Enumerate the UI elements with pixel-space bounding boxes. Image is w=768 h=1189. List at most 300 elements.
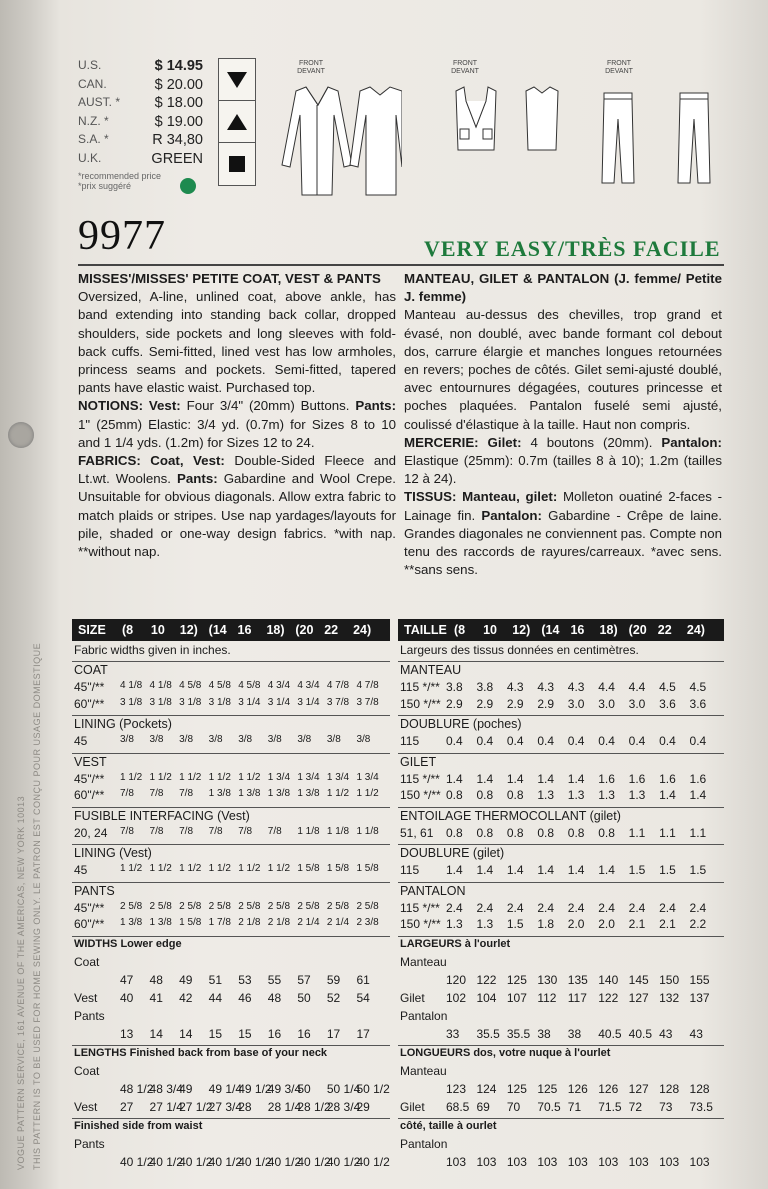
- price-value: $ 20.00: [154, 76, 203, 93]
- row-label: Pantalon: [400, 1008, 448, 1023]
- cell-value: 0.4: [659, 734, 676, 748]
- triangle-down-icon: [219, 59, 255, 101]
- cell-value: 15: [208, 1026, 223, 1041]
- cell-value: 2.2: [689, 917, 707, 931]
- section-title: ENTOILAGE THERMOCOLLANT (gilet): [400, 808, 621, 823]
- cell-value: 1.8: [537, 917, 555, 931]
- section-divider: [398, 844, 724, 845]
- section-title: PANTALON: [400, 883, 466, 898]
- cell-value: 1.4: [446, 863, 463, 877]
- mercerie-pantalon: Elastique (25mm): 0.7m (tailles 8 à 10); 1.2m (tailles 12 à 24).: [404, 453, 722, 487]
- cell-value: 2.9: [537, 696, 555, 711]
- cell-value: 0.8: [506, 788, 524, 802]
- cell-value: 4 7/8: [326, 680, 350, 691]
- cell-value: 3/8: [297, 734, 312, 745]
- cell-value: 40 1/2: [297, 1154, 331, 1169]
- cell-value: 1.4: [689, 788, 707, 802]
- cell-value: 1.1: [628, 825, 646, 840]
- notions-vest: Four 3/4" (20mm) Buttons.: [186, 398, 350, 414]
- punch-hole: [8, 422, 34, 448]
- cell-value: 1.4: [506, 771, 524, 786]
- block-title: côté, taille à ourlet: [400, 1119, 497, 1132]
- row-label: 20, 24: [74, 825, 108, 840]
- front-label-coat: FRONT DEVANT: [297, 60, 325, 75]
- cell-value: 40 1/2: [120, 1154, 154, 1169]
- cell-value: 1 5/8: [326, 863, 350, 874]
- size-header-cell: 12): [179, 623, 198, 637]
- fabric-width-note: Largeurs des tissus données en centimètres.: [400, 643, 639, 657]
- size-header-fr: [398, 619, 724, 641]
- cell-value: 35.5: [506, 1026, 531, 1041]
- cell-value: 2 5/8: [179, 900, 202, 912]
- cell-value: 3.6: [659, 696, 676, 711]
- cell-value: 1 1/2: [326, 788, 350, 799]
- yardage-table-fr: [398, 641, 724, 1189]
- cell-value: 40: [120, 990, 134, 1005]
- fabrics-pants: Gabardine and Wool Crepe. Unsuitable for obvious diagonals. Allow extra fabric to match plaids or stripes. Use nap yardages/layouts for pile, shaded or one-way design fabrics. *with nap. **without nap.: [78, 471, 396, 560]
- cell-value: 1 3/8: [297, 788, 320, 799]
- cell-value: 4.3: [567, 680, 585, 694]
- english-description-block: [78, 270, 396, 561]
- pattern-number: 9977: [78, 213, 166, 259]
- cell-value: 103: [628, 1154, 649, 1169]
- row-label: Manteau: [400, 954, 447, 969]
- french-description: Manteau au-dessus des chevilles, trop grand et évasé, non doublé, avec bande formant col debout dos, carrure élargie et manches longues retournées en revers; poches de côtés. Gilet semi-ajusté doublé, avec entournures dégagées, coutures princesse et poches plaquées. Pantalon fuselé semi ajusté, coulissé d'élastique à la taille. Haut non compris.: [404, 307, 722, 432]
- row-label: 45"/**: [74, 900, 105, 915]
- cell-value: 50: [297, 990, 311, 1005]
- cell-value: 68.5: [446, 1099, 470, 1114]
- cell-value: 1 1/2: [149, 771, 172, 783]
- section-divider: [398, 936, 724, 937]
- cell-value: 40 1/2: [208, 1154, 243, 1169]
- cell-value: 128: [689, 1081, 710, 1096]
- cell-value: 1.3: [628, 788, 646, 802]
- size-header-cell: 22: [324, 623, 339, 637]
- cell-value: 49: [179, 972, 193, 987]
- cell-value: 2.9: [446, 696, 463, 711]
- section-divider: [72, 1118, 390, 1119]
- cell-value: 13: [120, 1026, 134, 1041]
- section-title: FUSIBLE INTERFACING (Vest): [74, 808, 250, 823]
- fabric-width-note: Fabric widths given in inches.: [74, 643, 231, 657]
- price-country: AUST. *: [78, 95, 121, 109]
- cell-value: 3.8: [476, 680, 494, 694]
- section-divider: [72, 715, 390, 716]
- vest-sketch-icon: [446, 55, 566, 160]
- english-title: MISSES'/MISSES' PETITE COAT, VEST & PANTS: [78, 271, 381, 286]
- cell-value: 1 5/8: [356, 863, 379, 874]
- cell-value: 2 5/8: [326, 900, 350, 912]
- cell-value: 1 3/8: [120, 917, 143, 928]
- cell-value: 4 3/4: [267, 680, 291, 691]
- row-label: 45: [74, 734, 88, 748]
- cell-value: 1 1/2: [208, 771, 231, 783]
- cell-value: 2.4: [506, 900, 524, 915]
- cell-value: 1.1: [659, 825, 676, 840]
- cell-value: 59: [326, 972, 341, 987]
- row-label: Gilet: [400, 990, 425, 1005]
- figure-type-symbols: [218, 58, 256, 186]
- cell-value: 132: [659, 990, 680, 1005]
- cell-value: 43: [689, 1026, 703, 1041]
- cell-value: 1.4: [537, 863, 555, 877]
- size-header-cell: 18): [266, 623, 285, 637]
- size-header-cell: (20: [628, 623, 647, 637]
- cell-value: 1.5: [628, 863, 646, 877]
- row-label: 115: [400, 863, 420, 877]
- cell-value: 3.6: [689, 696, 707, 711]
- cell-value: 130: [537, 972, 558, 987]
- cell-value: 27 1/4: [149, 1099, 183, 1114]
- cell-value: 42: [179, 990, 193, 1005]
- price-value: $ 19.00: [154, 113, 203, 130]
- cell-value: 2.4: [598, 900, 615, 915]
- cell-value: 7/8: [120, 825, 134, 837]
- cell-value: 28 1/4: [267, 1099, 302, 1114]
- cell-value: 125: [506, 972, 527, 987]
- row-label: Vest: [74, 1099, 98, 1114]
- cell-value: 3/8: [238, 734, 253, 745]
- cell-value: 2 5/8: [120, 900, 143, 912]
- block-title: WIDTHS Lower edge: [74, 937, 182, 950]
- cell-value: 40.5: [598, 1026, 622, 1041]
- cell-value: 33: [446, 1026, 460, 1041]
- cell-value: 50: [297, 1081, 311, 1096]
- notions-label: NOTIONS: Vest:: [78, 398, 181, 414]
- cell-value: 49 1/2: [238, 1081, 272, 1096]
- cell-value: 2.1: [628, 917, 646, 931]
- cell-value: 2.4: [537, 900, 555, 915]
- row-label: 115: [400, 734, 420, 748]
- row-label: 60"/**: [74, 788, 105, 802]
- cell-value: 16: [267, 1026, 282, 1041]
- cell-value: 1 1/2: [149, 863, 172, 874]
- cell-value: 0.8: [567, 825, 585, 840]
- cell-value: 155: [689, 972, 710, 987]
- cell-value: 7/8: [120, 788, 134, 799]
- cell-value: 103: [567, 1154, 588, 1169]
- cell-value: 3.0: [598, 696, 615, 711]
- price-value: R 34,80: [152, 132, 203, 148]
- size-header-cell: 24): [353, 623, 372, 637]
- cell-value: 49: [179, 1081, 193, 1096]
- size-header-cell: 12): [512, 623, 531, 637]
- cell-value: 1 1/2: [120, 863, 143, 874]
- price-row: [78, 77, 213, 96]
- cell-value: 128: [659, 1081, 680, 1096]
- cell-value: 1.4: [506, 863, 524, 877]
- row-label: 150 */**: [400, 696, 441, 711]
- cell-value: 150: [659, 972, 680, 987]
- price-country: CAN.: [78, 76, 107, 91]
- size-header-cell: 16: [570, 623, 585, 637]
- cell-value: 1.3: [537, 788, 555, 802]
- cell-value: 2 1/8: [267, 917, 291, 928]
- row-label: 115 */**: [400, 680, 440, 694]
- cell-value: 4.4: [598, 680, 615, 694]
- cell-value: 103: [659, 1154, 680, 1169]
- pants-label: Pants:: [355, 398, 396, 414]
- cell-value: 27 1/2: [179, 1099, 213, 1114]
- cell-value: 2 5/8: [238, 900, 261, 912]
- cell-value: 1.4: [537, 771, 555, 786]
- row-label: 115 */**: [400, 900, 440, 915]
- cell-value: 53: [238, 972, 252, 987]
- cell-value: 2.4: [567, 900, 585, 915]
- cell-value: 4 5/8: [179, 680, 202, 691]
- cell-value: 3.8: [446, 680, 463, 694]
- cell-value: 3 1/4: [238, 696, 261, 708]
- row-label: 45"/**: [74, 680, 105, 694]
- cell-value: 1.4: [567, 771, 585, 786]
- cell-value: 126: [598, 1081, 619, 1096]
- cell-value: 27: [120, 1099, 134, 1114]
- cell-value: 70: [506, 1099, 521, 1114]
- row-label: 45"/**: [74, 771, 105, 786]
- cell-value: 0.8: [476, 825, 494, 840]
- cell-value: 2.0: [598, 917, 615, 931]
- cell-value: 73.5: [689, 1099, 713, 1114]
- row-label: Pantalon: [400, 1136, 448, 1151]
- price-row: [78, 114, 213, 133]
- cell-value: 55: [267, 972, 282, 987]
- cell-value: 120: [446, 972, 467, 987]
- cell-value: 0.4: [476, 734, 494, 748]
- cell-value: 1 1/8: [326, 825, 350, 837]
- green-price-dot: [180, 178, 196, 194]
- cell-value: 104: [476, 990, 497, 1005]
- size-header-cell: (14: [541, 623, 560, 637]
- cell-value: 41: [149, 990, 163, 1005]
- row-label: 150 */**: [400, 788, 441, 802]
- cell-value: 3/8: [149, 734, 164, 745]
- section-title: LINING (Vest): [74, 846, 152, 860]
- size-header-label: TAILLE: [404, 623, 447, 637]
- section-divider: [72, 936, 390, 937]
- cell-value: 51: [208, 972, 223, 987]
- cell-value: 4 1/8: [120, 680, 143, 691]
- cell-value: 1 1/2: [267, 863, 291, 874]
- cell-value: 57: [297, 972, 311, 987]
- cell-value: 2 1/8: [238, 917, 261, 928]
- cell-value: 7/8: [149, 788, 164, 799]
- cell-value: 28 3/4: [326, 1099, 361, 1114]
- cell-value: 3.0: [628, 696, 646, 711]
- cell-value: 2 5/8: [149, 900, 172, 912]
- french-description-block: [404, 270, 722, 579]
- cell-value: 17: [356, 1026, 370, 1041]
- cell-value: 27 3/4: [208, 1099, 243, 1114]
- section-title: VEST: [74, 754, 107, 769]
- cell-value: 2 5/8: [208, 900, 231, 912]
- cell-value: 7/8: [179, 788, 194, 799]
- cell-value: 1 3/4: [326, 771, 350, 783]
- cell-value: 2.4: [689, 900, 707, 915]
- size-header-cell: 18): [599, 623, 618, 637]
- cell-value: 0.4: [628, 734, 646, 748]
- cell-value: 48 3/4: [149, 1081, 183, 1096]
- cell-value: 1.6: [628, 771, 646, 786]
- cell-value: 122: [476, 972, 497, 987]
- cell-value: 61: [356, 972, 370, 987]
- section-divider: [72, 661, 390, 662]
- cell-value: 0.4: [689, 734, 707, 748]
- block-title: Finished side from waist: [74, 1119, 203, 1132]
- cell-value: 4 3/4: [297, 680, 320, 691]
- cell-value: 48: [149, 972, 163, 987]
- cell-value: 1 3/4: [267, 771, 291, 783]
- cell-value: 3/8: [179, 734, 194, 745]
- cell-value: 54: [356, 990, 370, 1005]
- cell-value: 117: [567, 990, 587, 1005]
- section-title: COAT: [74, 663, 108, 677]
- section-divider: [72, 807, 390, 808]
- section-divider: [72, 1045, 390, 1046]
- price-country: U.K.: [78, 150, 102, 165]
- price-row: [78, 132, 213, 151]
- cell-value: 0.4: [567, 734, 585, 748]
- cell-value: 3/8: [356, 734, 371, 745]
- pants-fabric-label: Pants:: [177, 471, 218, 487]
- price-row: [78, 95, 213, 114]
- cell-value: 103: [446, 1154, 467, 1169]
- cell-value: 0.8: [446, 825, 463, 840]
- price-row: [78, 58, 213, 77]
- cell-value: 2.0: [567, 917, 585, 931]
- notions-pants: 1" (25mm) Elastic: 3/4 yd. (0.7m) for Sizes 8 to 10 and 1 1/4 yds. (1.2m) for Sizes 12 to 24.: [78, 416, 396, 450]
- block-title: LARGEURS à l'ourlet: [400, 937, 511, 950]
- cell-value: 14: [179, 1026, 193, 1041]
- cell-value: 4.5: [689, 680, 707, 694]
- cell-value: 4 5/8: [208, 680, 231, 691]
- cell-value: 7/8: [267, 825, 282, 837]
- size-header-en: [72, 619, 390, 641]
- cell-value: 72: [628, 1099, 643, 1114]
- cell-value: 0.8: [537, 825, 555, 840]
- cell-value: 1 1/8: [297, 825, 320, 837]
- cell-value: 1 3/8: [267, 788, 291, 799]
- cell-value: 1.4: [567, 863, 585, 877]
- mercerie-label: MERCERIE: Gilet:: [404, 434, 522, 450]
- cell-value: 7/8: [238, 825, 253, 837]
- row-label: Coat: [74, 1063, 100, 1078]
- section-title: DOUBLURE (gilet): [400, 846, 505, 860]
- cell-value: 103: [689, 1154, 710, 1169]
- cell-value: 50 1/2: [356, 1081, 390, 1096]
- price-row: [78, 151, 213, 170]
- section-divider: [398, 715, 724, 716]
- cell-value: 2.4: [446, 900, 463, 915]
- cell-value: 46: [238, 990, 252, 1005]
- coat-sketch-icon: [272, 55, 402, 200]
- cell-value: 102: [446, 990, 467, 1005]
- cell-value: 122: [598, 990, 619, 1005]
- cell-value: 4 1/8: [149, 680, 172, 691]
- row-label: Pants: [74, 1008, 105, 1023]
- cell-value: 1.6: [598, 771, 615, 786]
- row-label: Vest: [74, 990, 98, 1005]
- sidebar-text-2: THIS PATTERN IS TO BE USED FOR HOME SEWING ONLY. LE PATRON EST CONÇU POUR USAGE DOMESTIQUE: [32, 642, 42, 1170]
- cell-value: 43: [659, 1026, 673, 1041]
- triangle-up-icon: [219, 101, 255, 143]
- cell-value: 4.3: [506, 680, 524, 694]
- section-title: LINING (Pockets): [74, 717, 172, 731]
- cell-value: 1 1/2: [179, 863, 202, 874]
- cell-value: 28: [238, 1099, 252, 1114]
- cell-value: 4 7/8: [356, 680, 379, 691]
- section-title: PANTS: [74, 883, 115, 898]
- section-divider: [398, 661, 724, 662]
- cell-value: 2.4: [659, 900, 676, 915]
- tissus-pantalon: Gabardine - Crêpe de laine. Grandes diagonales ne conviennent pas. Compte non tenu des raccords de rayures/carreaux. *avec sens. **sans sens.: [404, 507, 722, 578]
- cell-value: 3 7/8: [356, 696, 379, 708]
- yardage-table-en: [72, 641, 390, 1189]
- section-divider: [72, 844, 390, 845]
- price-value: $ 18.00: [154, 95, 203, 111]
- cell-value: 1.3: [476, 917, 494, 931]
- cell-value: 38: [567, 1026, 582, 1041]
- section-divider: [398, 753, 724, 754]
- size-header-cell: (14: [208, 623, 227, 637]
- square-icon: [219, 143, 255, 185]
- cell-value: 48 1/2: [120, 1081, 154, 1096]
- price-value: GREEN: [151, 150, 203, 167]
- cell-value: 0.8: [476, 788, 494, 802]
- cell-value: 2.9: [506, 696, 524, 711]
- section-divider: [398, 882, 724, 883]
- cell-value: 4 5/8: [238, 680, 261, 691]
- front-label-pants: FRONT DEVANT: [605, 60, 633, 75]
- cell-value: 3 1/8: [149, 696, 172, 708]
- cell-value: 125: [506, 1081, 527, 1096]
- cell-value: 3/8: [208, 734, 223, 745]
- cell-value: 48: [267, 990, 282, 1005]
- block-title: LENGTHS Finished back from base of your neck: [74, 1046, 328, 1059]
- cell-value: 1 1/2: [179, 771, 202, 783]
- row-label: 51, 61: [400, 825, 434, 840]
- cell-value: 112: [537, 990, 557, 1005]
- price-country: S.A. *: [78, 132, 109, 146]
- section-title: GILET: [400, 754, 437, 769]
- cell-value: 3 1/4: [267, 696, 291, 708]
- cell-value: 1.3: [446, 917, 463, 931]
- cell-value: 0.8: [598, 825, 615, 840]
- cell-value: 2.9: [476, 696, 494, 711]
- sidebar-text-1: VOGUE PATTERN SERVICE, 161 AVENUE OF THE AMERICAS, NEW YORK 10013: [16, 795, 26, 1170]
- row-label: 60"/**: [74, 696, 105, 711]
- row-label: Pants: [74, 1136, 105, 1151]
- cell-value: 2.4: [628, 900, 646, 915]
- cell-value: 1 1/2: [120, 771, 143, 783]
- cell-value: 2.1: [659, 917, 676, 931]
- cell-value: 2 5/8: [267, 900, 291, 912]
- cell-value: 2 1/4: [326, 917, 350, 928]
- cell-value: 35.5: [476, 1026, 500, 1041]
- cell-value: 1.4: [446, 771, 463, 786]
- section-divider: [398, 1118, 724, 1119]
- cell-value: 1.4: [476, 771, 494, 786]
- cell-value: 3/8: [326, 734, 341, 745]
- price-list: [78, 58, 213, 191]
- cell-value: 1.4: [476, 863, 494, 877]
- recommended-en: *recommended price: [78, 171, 162, 181]
- cell-value: 70.5: [537, 1099, 561, 1114]
- size-header-cell: 10: [150, 623, 165, 637]
- cell-value: 103: [598, 1154, 619, 1169]
- cell-value: 1.4: [598, 863, 615, 877]
- cell-value: 44: [208, 990, 223, 1005]
- cell-value: 50 1/4: [326, 1081, 361, 1096]
